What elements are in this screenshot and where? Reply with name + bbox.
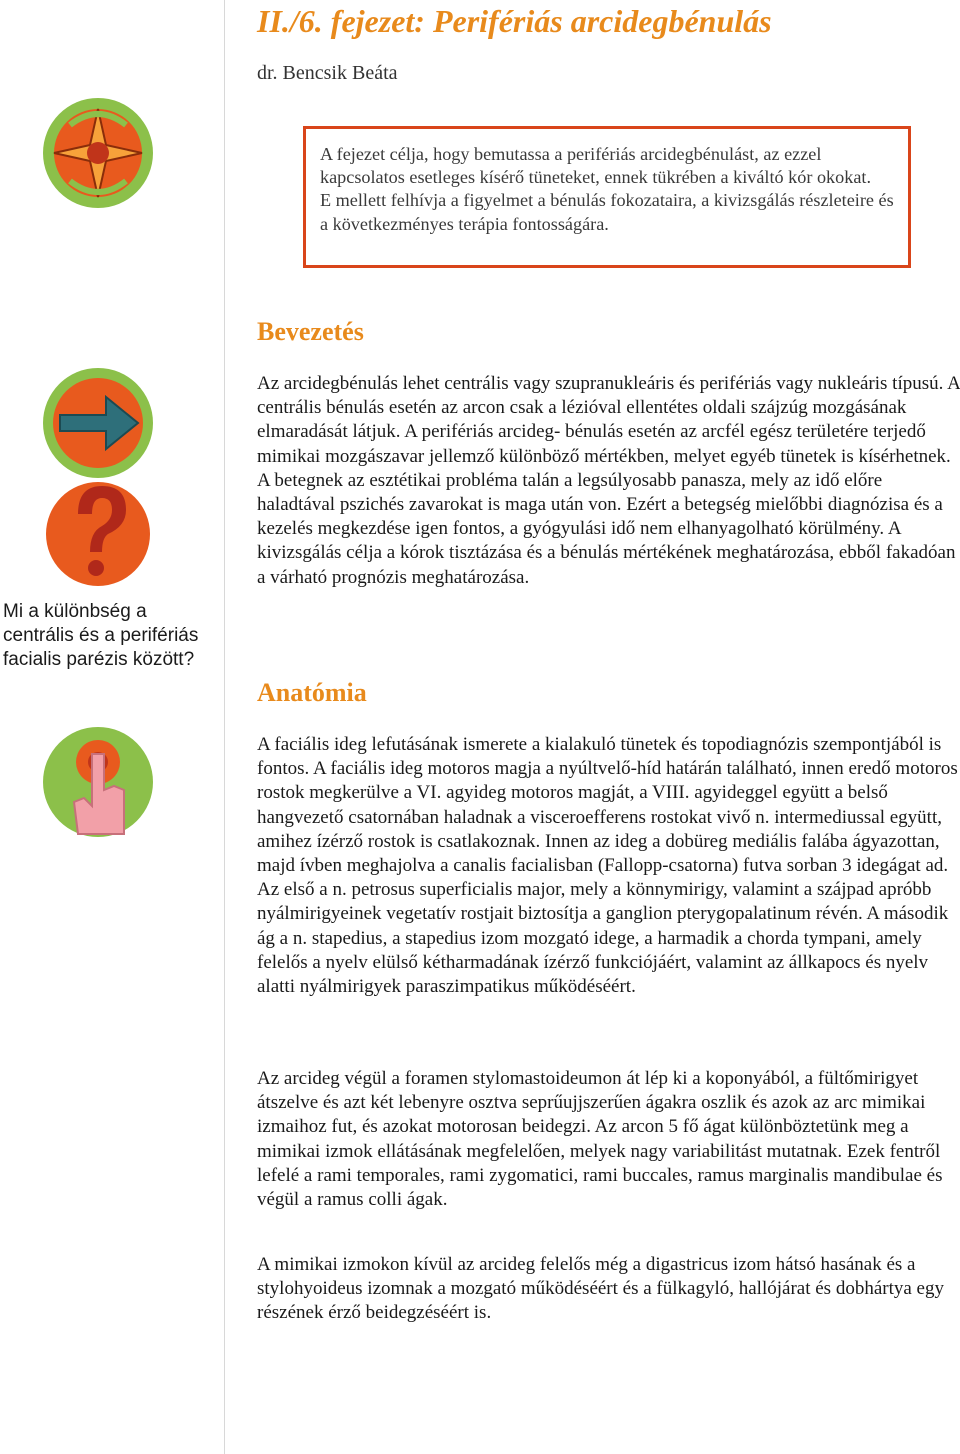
arrow-right-icon xyxy=(40,365,156,481)
chapter-title: II./6. fejezet: Perifériás arcidegbénulás xyxy=(257,3,772,39)
compass-target-icon xyxy=(40,95,156,211)
goal-paragraph-2: E mellett felhívja a figyelmet a bénulás fokozataira, a kivizsgálás részleteire és a következményes terápia fontosságára. xyxy=(320,190,894,234)
anatomy-paragraph-2: Az arcideg végül a foramen stylomastoideumon át lép ki a koponyából, a fültőmirigyet átszelve és azt két lebenyre osztva seprűujjszerűen ágakra oszlik és azok az arc mimikai izmaihoz fut, és azokat motorosan beidegzi. Az arcon 5 fő ágat különböztetünk meg a mimikai izmok ellátásának megfelelően, melyek nagy variabilitást mutatnak. Ezek fentről lefelé a rami temporales, rami zygomatici, rami buccales, ramus marginalis mandibulae és végül a ramus colli ágak. xyxy=(257,1068,943,1211)
side-question: Mi a különbség a centrális és a perifériás facialis parézis között? xyxy=(3,601,199,671)
chapter-goal-box xyxy=(303,126,911,268)
margin-divider xyxy=(224,0,225,1454)
section-title-anatomy: Anatómia xyxy=(257,678,367,707)
author: dr. Bencsik Beáta xyxy=(257,62,398,84)
section-title-intro: Bevezetés xyxy=(257,317,364,346)
hand-pointer-icon xyxy=(40,724,156,840)
intro-paragraph: Az arcidegbénulás lehet centrális vagy szupranukleáris és perifériás vagy nukleáris típusú. A centrális bénulás esetén az arcon csak a lézióval ellentétes oldali szájzúg mozgásának elmaradását látjuk. A perifériás arcideg- bénulás esetén az arcfél egész területére terjedő mimikai mozgászavar jellemző különböző mértékben, melyet egyéb tünetek is kísérhetnek. A betegnek az esztétikai probléma talán a legsúlyosabb panasza, mely az idő előre haladtával pszichés zavarokat is maga után von. Ezért a betegség mielőbbi diagnózisa és a kezelés megkezdése igen fontos, a gyógyulási idő nem elhanyagolható körülmény. A kivizsgálás célja a kórok tisztázása és a bénulás mértékének meghatározása, ebből fakadóan a várható prognózis meghatározása. xyxy=(257,373,960,588)
anatomy-paragraph-3: A mimikai izmokon kívül az arcideg felelős még a digastricus izom hátsó hasának és a stylohyoideus izomnak a mozgató működéséért és a fülkagyló, hallójárat és dobhártya egy részének érző beidegzéséért is. xyxy=(257,1254,944,1324)
anatomy-paragraph-1: A faciális ideg lefutásának ismerete a kialakuló tünetek és topodiagnózis szempontjából is fontos. A faciális ideg motoros magja a nyúltvelő-híd határán található, innen eredő motoros rostok megkerülve a VI. agyideg motoros magját, a VIII. agyideggel együtt a belső hangvezető csatornában haladnak a visceroefferens rostokat vivő n. intermediussal együtt, amihez ízérző rostok is csatlakoznak. Innen az ideg a dobüreg mediális falába ágyazottan, majd ívben meghajolva a canalis facialisban (Fallopp-csatorna) futva sorban 3 idegágat ad. Az első a n. petrosus superficialis major, mely a könnymirigy, valamint a szájpad apróbb nyálmirigyeinek vegetatív rostjait biztosítja a ganglion pterygopalatinum révén. A második ág a n. stapedius, a stapedius izom mozgató idege, a harmadik a chorda tympani, amely felelős a nyelv elülső kétharmadának ízérző funkciójáért, valamint az állkapocs és nyelv alatti nyálmirigyek paraszimpatikus működéséért. xyxy=(257,734,958,998)
question-mark-icon xyxy=(40,472,156,588)
goal-paragraph-1: A fejezet célja, hogy bemutassa a perifériás arcidegbénulást, az ezzel kapcsolatos esetleges kísérő tüneteket, ennek tükrében a kiváltó kór okokat. xyxy=(320,144,872,188)
